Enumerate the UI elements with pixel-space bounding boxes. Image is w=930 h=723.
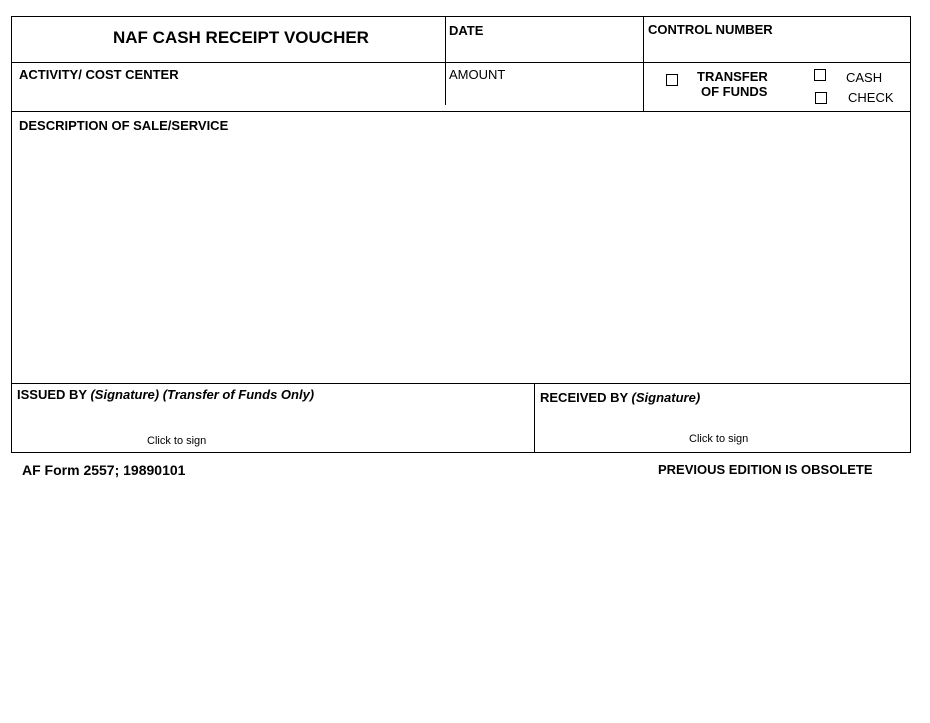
check-label: CHECK — [848, 90, 894, 105]
date-label: DATE — [449, 23, 484, 38]
issued-by-qualifier: (Signature) (Transfer of Funds Only) — [90, 387, 315, 402]
cash-receipt-voucher-form — [11, 16, 911, 453]
transfer-label-line2: OF FUNDS — [701, 84, 768, 99]
date-field[interactable] — [446, 39, 642, 61]
received-by-text: RECEIVED BY — [540, 390, 628, 405]
issued-by-signature-button[interactable]: Click to sign — [147, 435, 207, 447]
form-title: NAF CASH RECEIPT VOUCHER — [113, 28, 369, 47]
cash-checkbox[interactable] — [814, 69, 826, 81]
row-divider-3 — [12, 383, 910, 384]
description-label: DESCRIPTION OF SALE/SERVICE — [19, 118, 229, 133]
row-divider-2 — [12, 111, 910, 112]
activity-cost-center-field[interactable] — [13, 83, 444, 110]
received-by-signature-button[interactable]: Click to sign — [689, 433, 749, 445]
activity-cost-center-label: ACTIVITY/ COST CENTER — [19, 67, 179, 82]
description-field[interactable] — [13, 135, 909, 381]
issued-by-label — [17, 387, 314, 402]
control-number-label: CONTROL NUMBER — [648, 22, 773, 37]
transfer-of-funds-checkbox[interactable] — [666, 74, 678, 86]
issued-by-text: ISSUED BY — [17, 387, 87, 402]
amount-field[interactable] — [446, 83, 642, 110]
received-by-qualifier: (Signature) — [631, 390, 701, 405]
received-by-label — [540, 390, 700, 405]
check-checkbox[interactable] — [815, 92, 827, 104]
cash-label: CASH — [846, 70, 883, 85]
form-identifier: AF Form 2557; 19890101 — [22, 462, 186, 478]
amount-label: AMOUNT — [449, 67, 506, 82]
control-number-field[interactable] — [644, 39, 909, 61]
col-divider-signatures — [534, 383, 535, 453]
row-divider-1 — [12, 62, 910, 63]
col-divider-control — [643, 17, 644, 111]
edition-note: PREVIOUS EDITION IS OBSOLETE — [658, 462, 873, 477]
transfer-label-line1: TRANSFER — [697, 69, 768, 84]
